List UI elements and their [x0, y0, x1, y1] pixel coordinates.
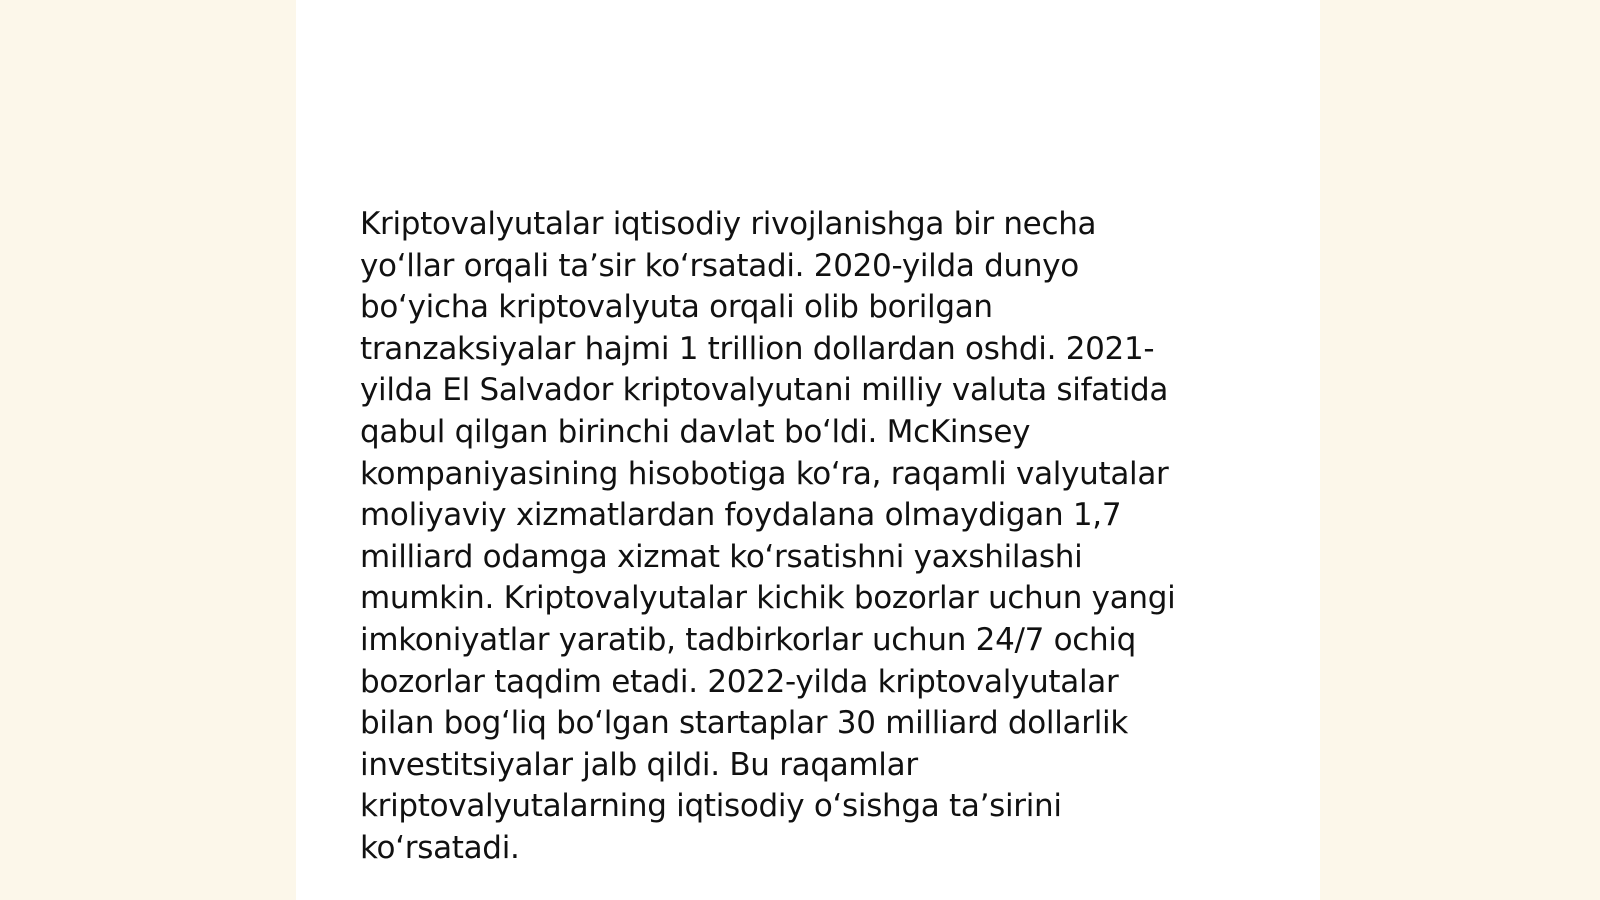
body-paragraph [360, 204, 1240, 870]
paragraph-line: yilda El Salvador kriptovalyutani milliy valuta sifatida [360, 372, 1169, 409]
paragraph-line: qabul qilgan birinchi davlat bo‘ldi. McKinsey [360, 413, 1031, 450]
paragraph-line: yo‘llar orqali ta’sir ko‘rsatadi. 2020-yilda dunyo [360, 247, 1079, 284]
paragraph-line: bozorlar taqdim etadi. 2022-yilda kriptovalyutalar [360, 663, 1119, 700]
page-panel [296, 0, 1320, 900]
paragraph-line: kriptovalyutalarning iqtisodiy o‘sishga ta’sirini [360, 788, 1062, 825]
paragraph-line: bilan bog‘liq bo‘lgan startaplar 30 milliard dollarlik [360, 705, 1128, 742]
paragraph-line: imkoniyatlar yaratib, tadbirkorlar uchun 24/7 ochiq [360, 621, 1137, 658]
paragraph-line: moliyaviy xizmatlardan foydalana olmaydigan 1,7 [360, 497, 1122, 534]
paragraph-line: mumkin. Kriptovalyutalar kichik bozorlar uchun yangi [360, 580, 1176, 617]
paragraph-line: tranzaksiyalar hajmi 1 trillion dollardan oshdi. 2021- [360, 330, 1155, 367]
paragraph-line: bo‘yicha kriptovalyuta orqali olib borilgan [360, 289, 993, 326]
paragraph-line: ko‘rsatadi. [360, 829, 520, 866]
paragraph-line: investitsiyalar jalb qildi. Bu raqamlar [360, 746, 918, 783]
paragraph-line: milliard odamga xizmat ko‘rsatishni yaxshilashi [360, 538, 1083, 575]
paragraph-line: Kriptovalyutalar iqtisodiy rivojlanishga bir necha [360, 206, 1097, 242]
paragraph-line: kompaniyasining hisobotiga ko‘ra, raqamli valyutalar [360, 455, 1169, 492]
